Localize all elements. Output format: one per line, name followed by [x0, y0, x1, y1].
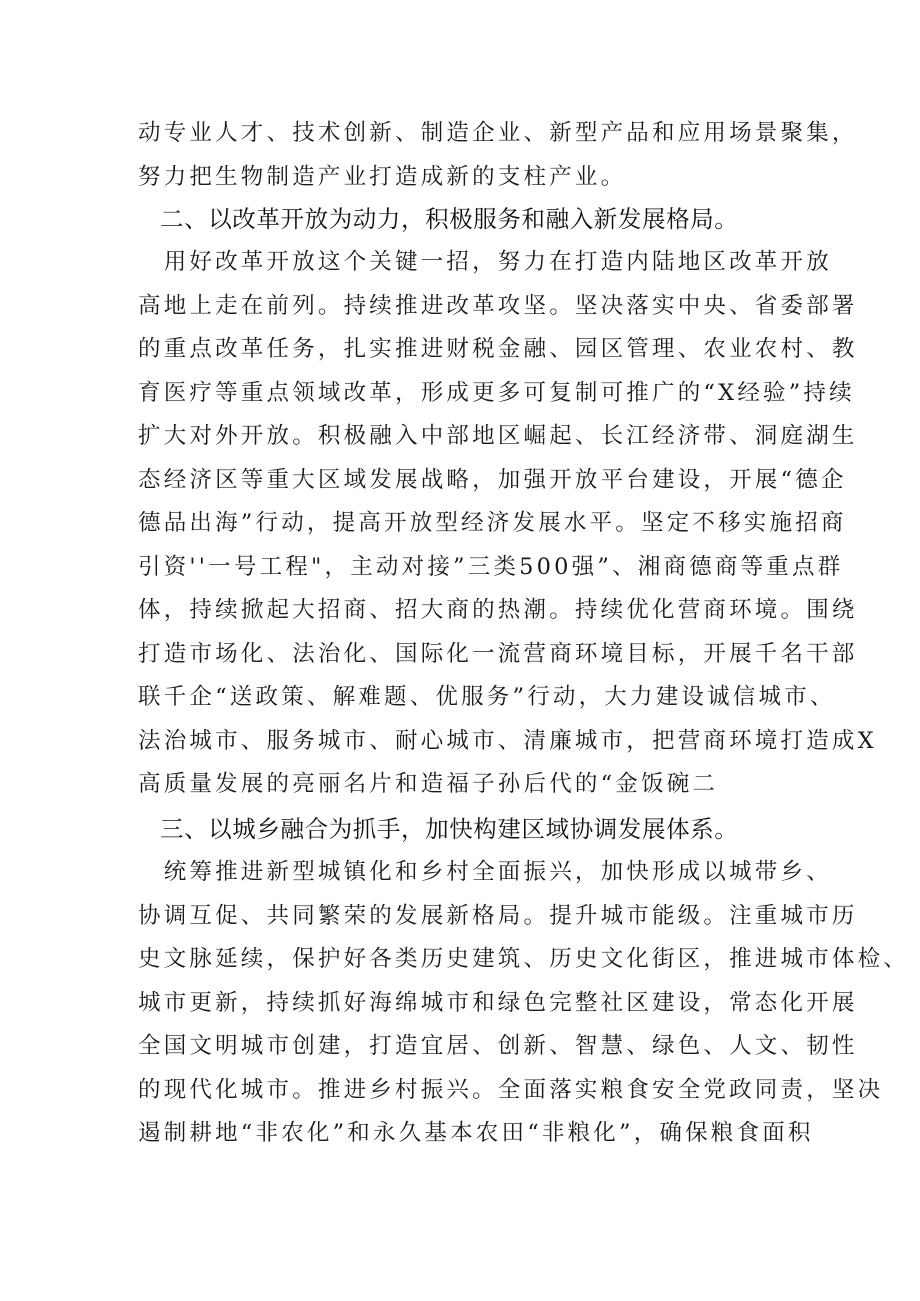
text-line: 用好改革开放这个关键一招，努力在打造内陆地区改革开放	[138, 249, 832, 275]
text-line: 打造市场化、法治化、国际化一流营商环境目标，开展千名干部	[138, 640, 858, 667]
text-line: 全国文明城市创建，打造宜居、创新、智慧、绿色、人文、韧性	[138, 1033, 858, 1059]
section-heading-3: 三、以城乡融合为抓手，加快构建区域协调发展体系。	[160, 815, 739, 843]
text-line: 史文脉延续，保护好各类历史建筑、历史文化街区，推进城市体检、	[138, 946, 910, 972]
intro-paragraph	[138, 112, 858, 199]
text-line: 联千企“送政策、解难题、优服务”行动，大力建设诚信城市、	[138, 684, 836, 710]
text-line: 动专业人才、技术创新、制造企业、新型产品和应用场景聚集，	[138, 120, 858, 146]
text-line: 统筹推进新型城镇化和乡村全面振兴，加快形成以城带乡、	[138, 859, 832, 885]
text-line: 育医疗等重点领域改革，形成更多可复制可推广的“X经验”持续	[138, 379, 855, 406]
text-line: 法治城市、服务城市、耐心城市、清廉城市，把营商环境打造成X	[138, 727, 877, 754]
text-line: 德品出海”行动，提高开放型经济发展水平。坚定不移实施招商	[138, 510, 847, 536]
text-line: 高质量发展的亮丽名片和造福子孙后代的“金饭碗二	[138, 771, 719, 797]
text-line: 的现代化城市。推进乡村振兴。全面落实粮食安全党政同责，坚决	[138, 1076, 884, 1103]
text-line: 努力把生物制造产业打造成新的支柱产业。	[138, 163, 627, 190]
text-line: 高地上走在前列。持续推进改革攻坚。坚决落实中央、省委部署	[138, 292, 858, 319]
text-line: 引资''一号工程"，主动对接”三类500强”、湘商德商等重点群	[138, 553, 844, 580]
text-line: 态经济区等重大区域发展战略，加强开放平台建设，开展“德企	[138, 466, 847, 493]
text-line: 扩大对外开放。积极融入中部地区崛起、长江经济带、洞庭湖生	[138, 423, 858, 449]
text-line: 协调互促、共同繁荣的发展新格局。提升城市能级。注重城市历	[138, 902, 858, 929]
section-heading-2: 二、以改革开放为动力，积极服务和融入新发展格局。	[160, 205, 739, 233]
section-3-paragraph	[138, 851, 910, 1156]
text-line: 遏制耕地“非农化”和永久基本农田“非粮化”，确保粮食面积	[138, 1120, 814, 1146]
text-line: 的重点改革任务，扎实推进财税金融、园区管理、农业农村、教	[138, 336, 858, 362]
text-line: 体，持续掀起大招商、招大商的热潮。持续优化营商环境。围绕	[138, 597, 858, 623]
text-line: 城市更新，持续抓好海绵城市和绿色完整社区建设，常态化开展	[138, 989, 858, 1016]
section-2-paragraph	[138, 241, 877, 807]
